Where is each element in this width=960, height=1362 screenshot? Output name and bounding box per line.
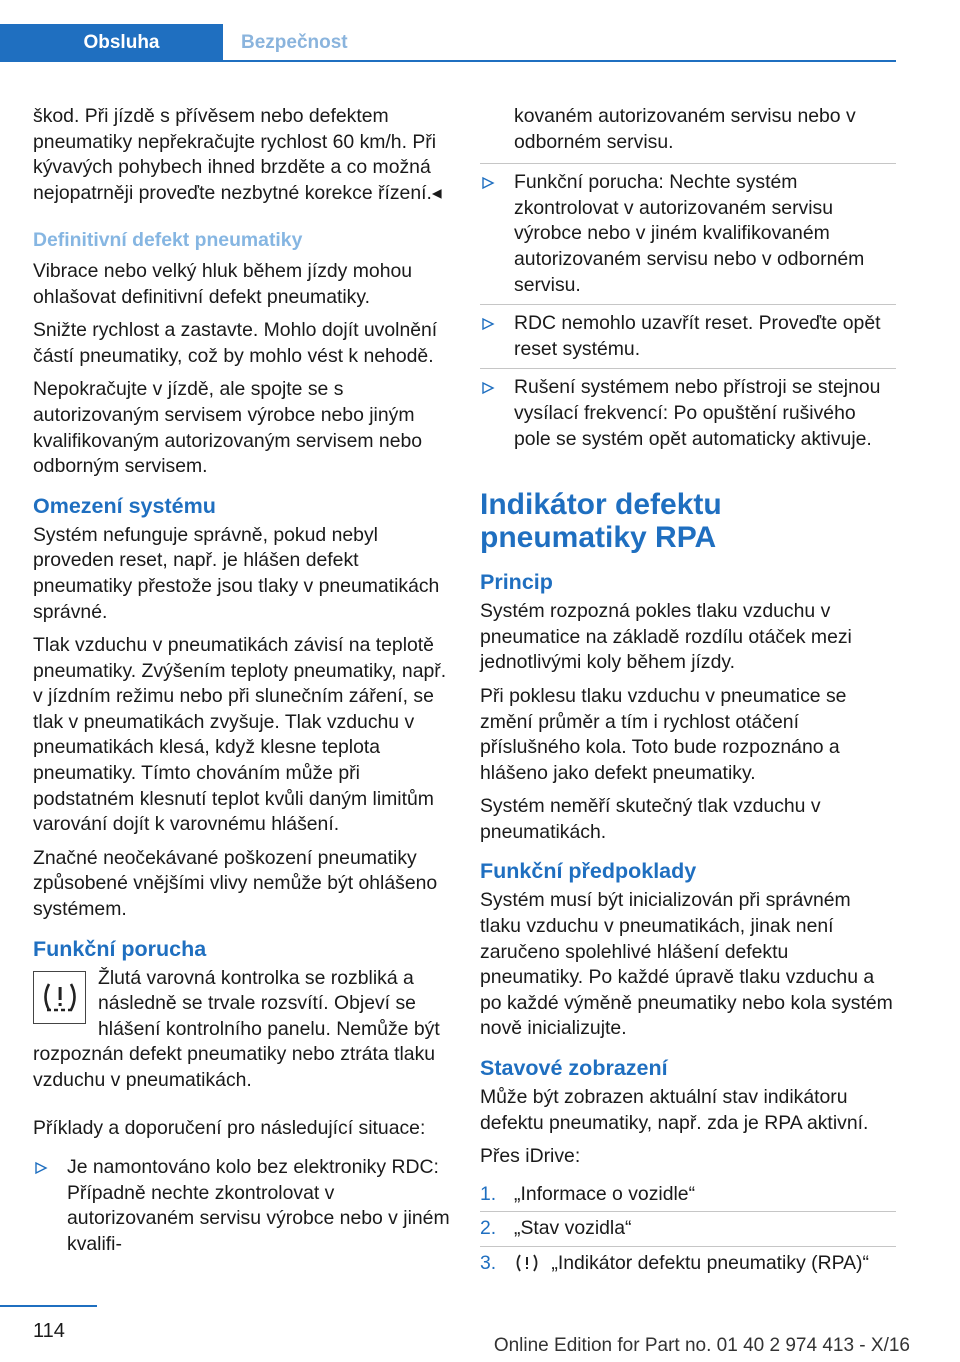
paragraph: Systém rozpozná pokles tlaku vzduchu v pneumatice na základě rozdílu otáček mezi jednotlivými koly během jízdy. [480,600,852,674]
list-item-text: RDC nemohlo uzavřít reset. Proveďte opět reset systému. [514,312,881,360]
tab-obsluha[interactable]: Obsluha [0,24,223,62]
paragraph: škod. Při jízdě s přívěsem nebo defektem pneumatiky nepřekračujte rychlost 60 km/h. Při kývavých pohybech ihned brzděte a co možná nejopatrněji proveďte nezbytné korekce řízení.◂ [33,105,442,204]
step-item [480,1247,896,1281]
step-item [480,1178,896,1213]
paragraph: Systém musí být inicializován při správném tlaku vzduchu v pneumatikách, jinak není zaručeno spolehlivé hlášení defektu pneumatiky. Po každé úpravě tlaku vzduchu a po každé výměně pneumatiky nebo kola systém nově inicializujte. [480,889,893,1040]
heading-system-limits: Omezení systému [33,493,216,518]
list-item [480,164,896,305]
triangle-bullet-icon [481,317,495,331]
list-item-text: Je namontováno kolo bez elektroniky RDC: Případně nechte zkontrolovat v autorizovaném servisu výrobce nebo v jiném kvalifi- [67,1156,450,1255]
paragraph: Systém neměří skutečný tlak vzduchu v pneumatikách. [480,795,821,843]
step-item [480,1212,896,1247]
step-number: 2. [480,1217,497,1240]
paragraph: Vibrace nebo velký hluk během jízdy mohou ohlašovat definitivní defekt pneumatiky. [33,259,413,308]
step-text: „Indikátor defektu pneumatiky (RPA)“ [551,1252,869,1274]
list-item-continued: kovaném autorizovaném servisu nebo v odborném servisu. [480,104,896,164]
heading-malfunction: Funkční porucha [33,936,207,961]
heading-status-display: Stavové zobrazení [480,1056,668,1081]
step-number: 3. [480,1252,497,1274]
paragraph: Snižte rychlost a zastavte. Mohlo dojít uvolnění částí pneumatiky, což by mohlo vést k nehodě. [33,319,438,367]
heading-definitive-defect: Definitivní defekt pneumatiky [33,229,303,252]
heading-principle: Princip [480,570,553,595]
tire-warning-icon [514,1253,540,1273]
tab-bezpecnost[interactable]: Bezpečnost [241,32,348,53]
paragraph: Značné neočekávané poškození pneumatiky způsobené vnějšími vlivy nemůže být ohlášeno systémem. [33,846,438,921]
steps-list [480,1178,896,1281]
page-number: 114 [33,1320,65,1342]
list-item [480,369,896,458]
step-number: 1. [480,1182,497,1205]
triangle-bullet-icon [481,176,495,190]
triangle-bullet-icon [481,381,495,395]
paragraph: Příklady a doporučení pro následující situace: [33,1116,426,1139]
list-item [33,1149,451,1263]
paragraph: Žlutá varovná kontrolka se rozbliká a následně se trvale rozsvítí. Objeví se hlášení kontrolního panelu. Nemůže být rozpoznán defekt pneumatiky nebo ztráta tlaku vzduchu v pneumatikách. [33,966,440,1091]
paragraph: Nepokračujte v jízdě, ale spojte se s autorizovaným servisem výrobce nebo jiným kvalifikovaným autorizovaným servisem nebo odborným servisem. [33,378,423,478]
paragraph: Přes iDrive: [480,1145,581,1168]
paragraph: Při poklesu tlaku vzduchu v pneumatice se změní průměr a tím i rychlost otáčení příslušného kola. Toto bude rozpoznáno a hlášeno jako defekt pneumatiky. [480,684,847,784]
paragraph: Systém nefunguje správně, pokud nebyl proveden reset, např. je hlášen defekt pneumatiky přestože jsou tlaky v pneumatikách správné. [33,523,440,623]
step-text: „Stav vozidla“ [514,1217,632,1240]
section-title-rpa: Indikátor defektu pneumatiky RPA [480,488,722,555]
tab-underline [0,60,896,62]
list-item-text: Rušení systémem nebo přístroji se stejnou vysílací frekvencí: Po opuštění rušivého pole se systém opět automaticky aktivuje. [514,376,881,450]
list-item [480,305,896,369]
tire-warning-icon [33,971,86,1024]
section-tabs [0,24,896,62]
bullet-list [480,164,896,458]
triangle-bullet-icon [34,1161,48,1175]
warning-block [33,966,451,1102]
heading-prerequisites: Funkční předpoklady [480,859,697,884]
list-item-text: Funkční porucha: Nechte systém zkontrolovat v autorizovaném servisu výrobce nebo v jiném kvalifikovaném autorizovaném servisu nebo v odborném servisu. [514,171,865,296]
paragraph: Může být zobrazen aktuální stav indikátoru defektu pneumatiky, např. zda je RPA aktivní. [480,1086,869,1134]
page-number-rule [0,1305,97,1307]
paragraph: Tlak vzduchu v pneumatikách závisí na teplotě pneumatiky. Zvýšením teploty pneumatiky, např. v jízdním režimu nebo při slunečním záření, se tlak v pneumatikách zvyšuje. Tlak vzduchu v pneumatikách klesá, když klesne teplota pneumatiky. Tímto chováním může při podstatném klesnutí teplot kvůli daným limitům varování dojít k varovnému hlášení. [33,634,447,836]
right-column [480,104,896,1281]
edition-footer: Online Edition for Part no. 01 40 2 974 413 - X/16 [493,1335,910,1356]
left-column [33,104,451,1264]
bullet-list [33,1149,451,1263]
step-text: „Informace o vozidle“ [514,1182,696,1205]
